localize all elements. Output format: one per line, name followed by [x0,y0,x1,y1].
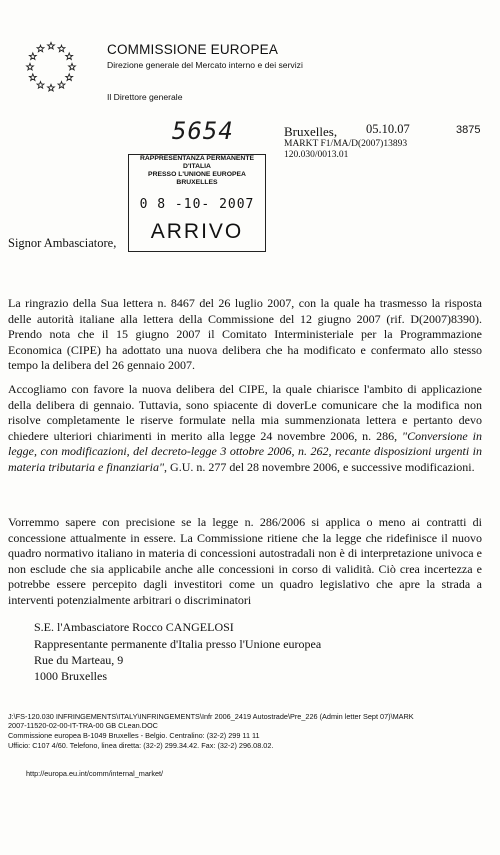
recipient-role: Rappresentante permanente d'Italia presso l'Unione europea [34,637,322,651]
reference-code-2: 120.030/0013.01 [284,150,349,160]
footer-url: http://europa.eu.int/comm/internal_market/ [26,769,164,778]
director-title: Il Direttore generale [107,92,183,102]
recipient-city: 1000 Bruxelles [34,669,107,683]
eu-star-icon [58,82,65,89]
footer-file-path: J:\FS-120.030 INFRINGEMENTS\ITALY\INFRINGEMENTS\Infr 2006_2419 Autostrade\Pre_226 (Admin letter Sept 07)\MARK [8,712,414,721]
eu-star-icon [58,45,65,52]
recipient-name: S.E. l'Ambasciatore Rocco CANGELOSI [34,620,234,634]
eu-stars-logo-icon [22,38,80,96]
stamp-line-3: BRUXELLES [176,179,218,186]
directorate-name: Direzione generale del Mercato interno e dei servizi [107,60,303,70]
stamp-line-1: RAPPRESENTANZA PERMANENTE D'ITALIA [139,155,255,170]
stamp-line-2: PRESSO L'UNIONE EUROPEA [148,171,246,178]
paragraph-2-start: Accogliamo con favore la nuova delibera del CIPE, la quale chiarisce l'ambito di applicazione della delibera di gennaio. Tuttavia, sono spiacente di doverLe comunicare che la modifica non risolve completamente le riserve formulate nella mia summenzionata lettera e pertanto devo chiedere ulteriori chiarimenti in merito alla legge 24 novembre 2006, n. 286, [8,382,482,443]
paragraph-1: La ringrazio della Sua lettera n. 8467 del 26 luglio 2007, con la quale ha trasmesso la risposta delle autorità italiane alla lettera della Commissione del 12 giugno 2007 (rif. D(2007)8390). Prendo nota che il 15 giugno 2007 il Comitato Interministeriale per la Programmazione Economica (CIPE) ha adottato una nuova delibera che ha modificato e confermato allo stesso tempo la delibera del 26 gennaio 2007. [8,296,482,373]
footer-address: Commissione europea B-1049 Bruxelles - Belgio. Centralino: (32-2) 299 11 11 [8,731,260,740]
eu-star-icon [37,45,44,52]
handwritten-number: 5654 [172,117,234,145]
letter-date: 05.10.07 [366,122,410,136]
footer-contacts: Ufficio: C107 4/60. Telefono, linea diretta: (32-2) 299.34.42. Fax: (32-2) 296.08.02. [8,741,274,750]
stamp-label: ARRIVO [150,220,244,243]
stamp-date: 0 8 -10- 2007 [139,197,255,212]
paragraph-3: Vorremmo sapere con precisione se la legge n. 286/2006 si applica o meno ai contratti di concessione attualmente in essere. La Commissione ritiene che la legge che ridefinisce il nuovo quadro normativo italiano in materia di concessioni autostradali non è di interpretazione univoca e non esclude che sia applicabile anche alle concessioni in corso di validità. Ciò crea incertezza e potrebbe essere percepito dagli investitori come un quadro legislativo che apre la strada a interventi potenzialmente arbitrari o discriminatori [8,515,482,607]
reference-code-1: MARKT F1/MA/D(2007)13893 [284,139,408,149]
paragraph-2 [8,382,482,476]
recipient-street: Rue du Marteau, 9 [34,653,124,667]
eu-star-icon [29,74,36,81]
eu-star-icon [29,53,36,60]
eu-star-icon [66,53,73,60]
paragraph-2-law-title: "Conversione in legge, con modificazioni, del decreto-legge 3 ottobre 2006, n. 262, recante disposizioni urgenti in materia tributaria e finanziaria" [8,428,482,474]
organization-name: COMMISSIONE EUROPEA [107,42,279,57]
salutation: Signor Ambasciatore, [8,236,117,250]
letter-city: Bruxelles, [284,124,338,139]
eu-star-icon [27,63,34,70]
footer-file-name: 2007-11520-02-00-IT-TRA-00 GB CLean.DOC [8,721,158,730]
eu-star-icon [48,84,55,91]
eu-star-icon [48,42,55,49]
eu-star-icon [37,82,44,89]
letter-number: 3875 [456,124,481,136]
eu-star-icon [66,74,73,81]
paragraph-2-end: , G.U. n. 277 del 28 novembre 2006, e successive modificazioni. [164,459,475,474]
arrival-stamp [128,154,266,252]
eu-star-icon [69,63,76,70]
